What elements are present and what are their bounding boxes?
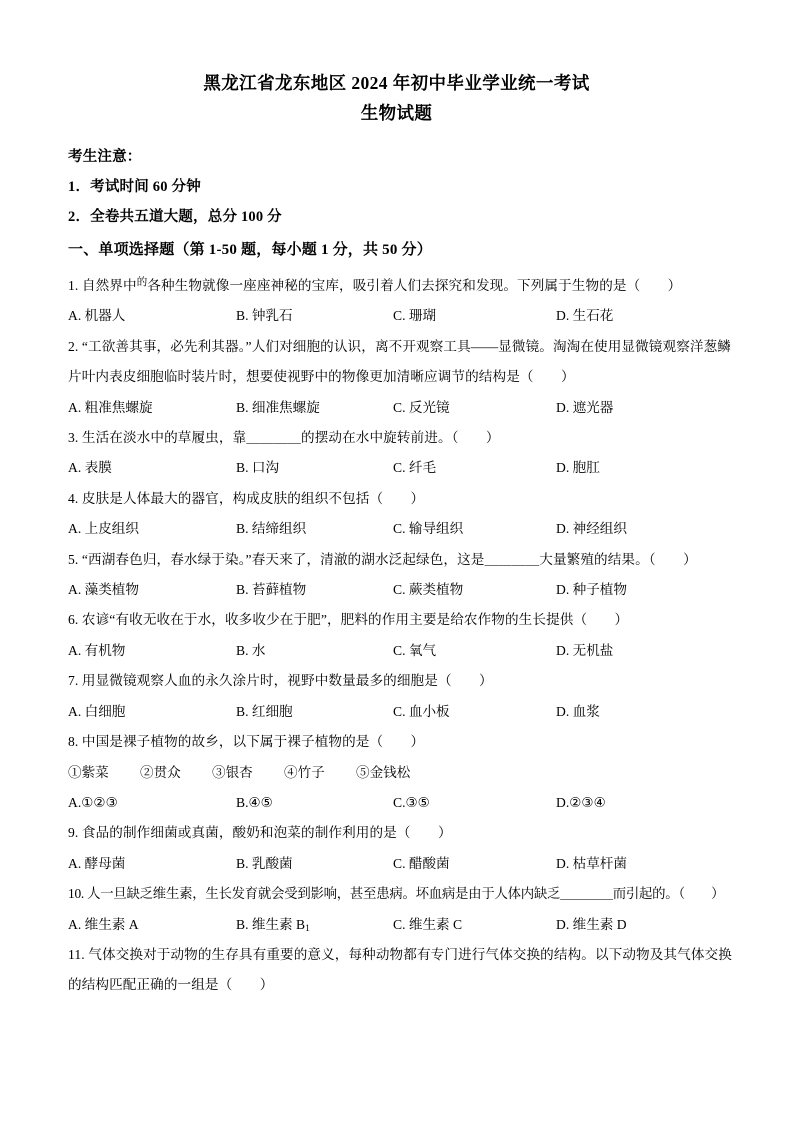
- option-row: [68, 453, 733, 483]
- option-a[interactable]: A. 上皮组织: [68, 521, 139, 537]
- question-number: 7.: [68, 673, 79, 689]
- question-stem: [68, 818, 733, 848]
- option-row: [68, 393, 733, 423]
- option-d[interactable]: D. 枯草杆菌: [556, 855, 627, 871]
- option-b[interactable]: B. 细准焦螺旋: [236, 399, 320, 415]
- option-a[interactable]: A. 机器人: [68, 308, 126, 324]
- option-b[interactable]: B. 口沟: [236, 460, 280, 476]
- question-text: “西湖春色归，春水绿于染。”春天来了，清澈的湖水泛起绿色，这是＿＿＿＿大量繁殖的结果。（ ）: [78, 551, 697, 567]
- option-b[interactable]: [236, 910, 393, 940]
- option-row: [68, 301, 733, 331]
- numbered-item-3: ③银杏: [212, 764, 253, 780]
- option-row: [68, 849, 733, 879]
- question-stem: [68, 666, 733, 696]
- question-number: 5.: [68, 551, 79, 567]
- page-title: 黑龙江省龙东地区 2024 年初中毕业学业统一考试: [203, 73, 590, 93]
- question-stem: [68, 332, 733, 393]
- option-row: [68, 910, 733, 940]
- option-row: [68, 788, 733, 818]
- question-stem: [68, 940, 733, 1001]
- question-stem: [68, 545, 733, 575]
- option-b[interactable]: B. 钟乳石: [236, 308, 293, 324]
- option-d[interactable]: D. 神经组织: [556, 521, 627, 537]
- option-c[interactable]: C. 氧气: [393, 642, 437, 658]
- numbered-item-1: ①紫菜: [68, 764, 109, 780]
- question-number: 8.: [68, 734, 79, 750]
- option-c[interactable]: C. 蕨类植物: [393, 582, 464, 598]
- notice-heading: 考生注意：: [68, 149, 142, 165]
- option-row: [68, 575, 733, 605]
- option-d[interactable]: D. 遮光器: [556, 399, 614, 415]
- option-b-label: B. 维生素 B: [236, 916, 306, 932]
- option-row: [68, 514, 733, 544]
- notice-line-1: 1．考试时间 60 分钟: [68, 179, 201, 195]
- option-c[interactable]: C. 反光镜: [393, 399, 450, 415]
- option-d[interactable]: D. 生石花: [556, 308, 614, 324]
- question-text: 皮肤是人体最大的器官，构成皮肤的组织不包括（ ）: [78, 490, 425, 506]
- option-b[interactable]: B. 乳酸菌: [236, 855, 293, 871]
- option-a[interactable]: A.①②③: [68, 794, 118, 810]
- option-b-subscript: 1: [305, 923, 310, 934]
- question-text: 人一旦缺乏维生素，生长发育就会受到影响，甚至患病。坏血病是由于人体内缺乏＿＿＿＿而引起的。（ ）: [84, 886, 725, 902]
- option-c[interactable]: C. 珊瑚: [393, 308, 437, 324]
- option-a[interactable]: A. 有机物: [68, 642, 126, 658]
- question-text-part-1: 自然界中: [78, 278, 137, 293]
- question-number: 2.: [68, 338, 79, 354]
- option-d[interactable]: D.②③④: [556, 794, 606, 810]
- option-d[interactable]: D. 胞肛: [556, 460, 600, 476]
- option-a[interactable]: A. 维生素 A: [68, 916, 139, 932]
- numbered-item-4: ④竹子: [284, 764, 325, 780]
- question-stem: [68, 605, 733, 635]
- option-a[interactable]: A. 酵母菌: [68, 855, 126, 871]
- option-a[interactable]: A. 粗准焦螺旋: [68, 399, 153, 415]
- question-stem: [68, 879, 733, 909]
- question-text: “工欲善其事，必先利其器。”人们对细胞的认识，离不开观察工具——显微镜。淘淘在使用显微镜观察洋葱鳞片叶内表皮细胞临时装片时，想要使视野中的物像更加清晰应调节的结构是（ ）: [68, 338, 731, 385]
- option-b[interactable]: B. 水: [236, 642, 266, 658]
- question-stem: [68, 727, 733, 757]
- option-b[interactable]: B.④⑤: [236, 794, 273, 810]
- option-c[interactable]: C.③⑤: [393, 794, 430, 810]
- numbered-item-row: [68, 758, 733, 788]
- option-row: [68, 636, 733, 666]
- option-c[interactable]: C. 醋酸菌: [393, 855, 450, 871]
- option-d[interactable]: D. 种子植物: [556, 582, 627, 598]
- section-heading: 一、单项选择题（第 1-50 题，每小题 1 分，共 50 分）: [68, 242, 432, 258]
- question-number: 6.: [68, 612, 79, 628]
- question-stem: [68, 423, 733, 453]
- option-b[interactable]: B. 结缔组织: [236, 521, 307, 537]
- option-a[interactable]: A. 表膜: [68, 460, 112, 476]
- question-text-part-2: 各种生物就像一座座神秘的宝库，吸引着人们去探究和发现。下列属于生物的是（ ）: [147, 278, 682, 293]
- question-number: 4.: [68, 490, 79, 506]
- question-number: 1.: [68, 278, 79, 293]
- option-b[interactable]: B. 苔藓植物: [236, 582, 307, 598]
- question-text: 食品的制作细菌或真菌，酸奶和泡菜的制作利用的是（ ）: [78, 825, 452, 841]
- option-row: [68, 697, 733, 727]
- option-c[interactable]: C. 输导组织: [393, 521, 464, 537]
- option-a[interactable]: A. 白细胞: [68, 703, 126, 719]
- page-subtitle: 生物试题: [360, 103, 433, 123]
- question-text: 农谚“有收无收在于水，收多收少在于肥”，肥料的作用主要是给农作物的生长提供（ ）: [78, 612, 629, 628]
- question-number: 11.: [68, 946, 85, 962]
- question-text: 气体交换对于动物的生存具有重要的意义，每种动物都有专门进行气体交换的结构。以下动物及其气体交换的结构匹配正确的一组是（ ）: [68, 946, 732, 993]
- option-d[interactable]: D. 无机盐: [556, 642, 614, 658]
- numbered-item-5: ⑤金钱松: [356, 764, 411, 780]
- option-c[interactable]: C. 血小板: [393, 703, 450, 719]
- question-text-raised: 的: [136, 277, 148, 288]
- option-a[interactable]: A. 藻类植物: [68, 582, 139, 598]
- question-text: 用显微镜观察人血的永久涂片时，视野中数量最多的细胞是（ ）: [78, 673, 493, 689]
- option-b[interactable]: B. 红细胞: [236, 703, 293, 719]
- question-stem: [68, 268, 733, 301]
- notice-line-2: 2．全卷共五道大题，总分 100 分: [68, 209, 282, 225]
- numbered-item-2: ②贯众: [140, 764, 181, 780]
- question-text: 生活在淡水中的草履虫，靠＿＿＿＿的摆动在水中旋转前进。（ ）: [78, 430, 500, 446]
- option-d[interactable]: D. 血浆: [556, 703, 600, 719]
- option-c[interactable]: C. 维生素 C: [393, 916, 463, 932]
- question-number: 3.: [68, 430, 79, 446]
- question-number: 10.: [68, 886, 84, 902]
- question-number: 9.: [68, 825, 79, 841]
- question-stem: [68, 484, 733, 514]
- option-c[interactable]: C. 纤毛: [393, 460, 437, 476]
- option-d[interactable]: D. 维生素 D: [556, 916, 627, 932]
- question-text: 中国是裸子植物的故乡，以下属于裸子植物的是（ ）: [78, 734, 425, 750]
